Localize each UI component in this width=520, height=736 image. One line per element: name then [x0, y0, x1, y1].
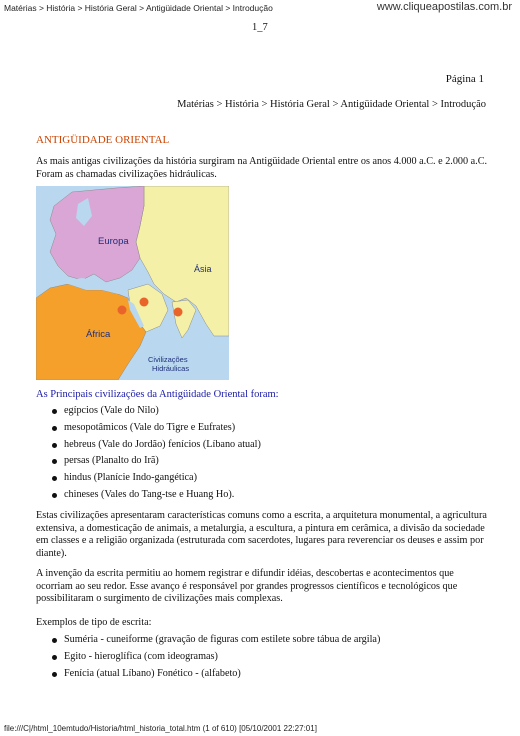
browser-header — [0, 0, 520, 14]
hydraulic-civilizations-map — [36, 186, 229, 380]
list-item: Suméria - cuneiforme (gravação de figuras com estilete sobre tábua de argila) — [36, 632, 380, 649]
label-africa: África — [86, 329, 111, 340]
page-label: Página 1 — [445, 73, 484, 85]
map-europe — [50, 186, 144, 282]
label-civilizacoes: Civilizações — [148, 355, 188, 364]
list-item: mesopotâmicos (Vale do Tigre e Eufrates) — [36, 420, 261, 437]
list-item: egípcios (Vale do Nilo) — [36, 403, 261, 420]
list-item: persas (Planalto do Irã) — [36, 453, 261, 470]
breadcrumb[interactable]: Matérias > História > História Geral > Antigüidade Oriental > Introdução — [177, 99, 486, 110]
list-item: hindus (Planície Indo-gangética) — [36, 470, 261, 487]
file-path-footer: file:///C|/html_10emtudo/Historia/html_historia_total.htm (1 of 610) [05/10/2001 22:27:01] — [4, 724, 317, 733]
page-marker: 1_7 — [252, 22, 268, 33]
header-breadcrumb: Matérias > História > História Geral > Antigüidade Oriental > Introdução — [4, 3, 273, 13]
intro-paragraph: As mais antigas civilizações da história surgiram na Antigüidade Oriental entre os anos 4.000 a.C. e 2.000 a.C. Foram as chamadas civilizações hidráulicas. — [36, 156, 488, 180]
marker-mesopotamia — [140, 298, 149, 307]
list-item: chineses (Vales do Tang-tse e Huang Ho). — [36, 487, 261, 504]
label-europe: Europa — [98, 236, 129, 247]
civilizations-list — [36, 403, 261, 504]
section-title: ANTIGÜIDADE ORIENTAL — [36, 134, 170, 146]
site-url[interactable]: www.cliqueapostilas.com.br — [376, 1, 512, 13]
marker-india — [174, 308, 183, 317]
writing-examples-intro: Exemplos de tipo de escrita: — [36, 617, 152, 628]
principal-civilizations-heading: As Principais civilizações da Antigüidade Oriental foram: — [36, 389, 279, 400]
list-item: Egito - hieroglífica (com ideogramas) — [36, 649, 380, 666]
writing-paragraph: A invenção da escrita permitiu ao homem registrar e difundir idéias, descobertas e acontecimentos que ocorriam ao seu redor. Esse avanço é responsável por grandes progressos científicos e tecnológicos que possibilitaram o surgimento de civilizações mais complexas. — [36, 568, 458, 605]
writing-examples-list — [36, 632, 380, 682]
label-asia: Ásia — [194, 264, 212, 274]
list-item: hebreus (Vale do Jordão) fenícios (Líbano atual) — [36, 437, 261, 454]
characteristics-paragraph: Estas civilizações apresentaram características comuns como a escrita, a arquitetura monumental, a agricultura extensiva, a domesticação de animais, a metalurgia, a escultura, a pintura em cerâmica, a divisão da sociedade em classes e a religião organizada (estruturada com sacerdotes, lugares para reverenciar os deuses e assim por diante). — [36, 510, 487, 559]
list-item: Fenícia (atual Líbano) Fonético - (alfabeto) — [36, 666, 380, 683]
marker-egypt — [118, 306, 127, 315]
label-hidraulicas: Hidráulicas — [152, 364, 190, 373]
